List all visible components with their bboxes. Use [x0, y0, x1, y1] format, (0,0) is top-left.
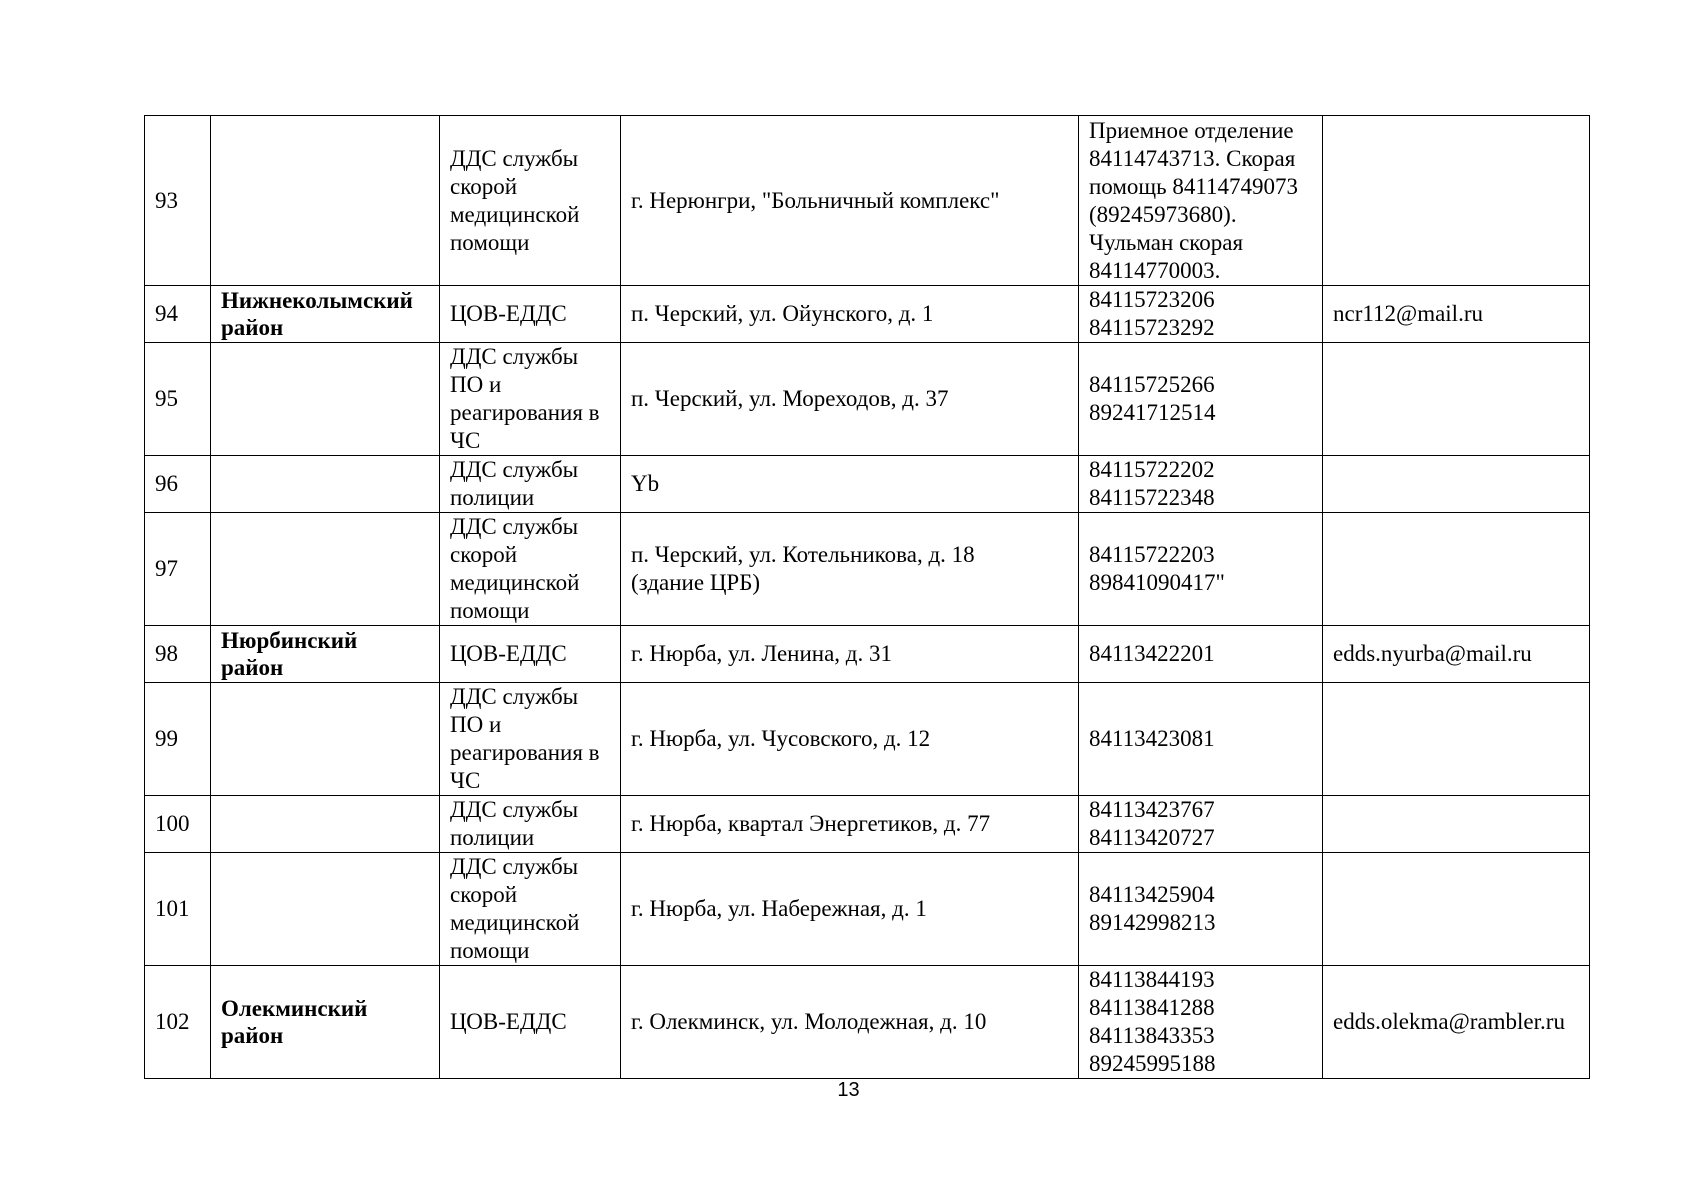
- phone-line: (89245973680).: [1089, 201, 1237, 227]
- phone-line: 84115723292: [1089, 315, 1215, 340]
- district-cell: [211, 683, 440, 796]
- phone-line: 84113841288: [1089, 995, 1215, 1020]
- row-number-cell: 98: [145, 626, 211, 683]
- phones-cell: [1079, 456, 1323, 513]
- address-cell: г. Нюрба, ул. Чусовского, д. 12: [621, 683, 1079, 796]
- address-cell: г. Нюрба, ул. Набережная, д. 1: [621, 853, 1079, 966]
- service-cell: ДДС службы скорой медицинской помощи: [440, 853, 621, 966]
- service-cell: ЦОВ-ЕДДС: [440, 966, 621, 1079]
- phone-line: 84115722202: [1089, 457, 1215, 482]
- email-cell: [1323, 683, 1590, 796]
- phone-line: 84114743713. Скорая: [1089, 145, 1296, 171]
- row-number-cell: 101: [145, 853, 211, 966]
- address-cell: п. Черский, ул. Котельникова, д. 18 (здание ЦРБ): [621, 513, 1079, 626]
- district-cell: [211, 513, 440, 626]
- table-row: [145, 626, 1590, 683]
- address-cell: г. Нюрба, квартал Энергетиков, д. 77: [621, 796, 1079, 853]
- row-number-cell: 94: [145, 286, 211, 343]
- email-cell: [1323, 456, 1590, 513]
- district-cell: Олекминский район: [211, 966, 440, 1079]
- service-cell: ДДС службы ПО и реагирования в ЧС: [440, 343, 621, 456]
- address-cell: г. Олекминск, ул. Молодежная, д. 10: [621, 966, 1079, 1079]
- row-number-cell: 102: [145, 966, 211, 1079]
- district-cell: Нюрбинский район: [211, 626, 440, 683]
- row-number-cell: 95: [145, 343, 211, 456]
- address-cell: г. Нюрба, ул. Ленина, д. 31: [621, 626, 1079, 683]
- email-cell: [1323, 796, 1590, 853]
- service-cell: ЦОВ-ЕДДС: [440, 286, 621, 343]
- email-cell: [1323, 513, 1590, 626]
- email-cell: ncr112@mail.ru: [1323, 286, 1590, 343]
- service-cell: ДДС службы полиции: [440, 456, 621, 513]
- phones-cell: [1079, 853, 1323, 966]
- district-cell: [211, 796, 440, 853]
- phone-line: Чульман скорая: [1089, 229, 1244, 255]
- services-table: [144, 115, 1590, 1079]
- table-row: [145, 286, 1590, 343]
- phone-line: 84113844193: [1089, 967, 1215, 992]
- phone-line: 84114770003.: [1089, 257, 1221, 283]
- phones-cell: [1079, 683, 1323, 796]
- phone-line: Приемное отделение: [1089, 117, 1294, 143]
- service-cell: ДДС службы скорой медицинской помощи: [440, 116, 621, 286]
- address-cell: п. Черский, ул. Ойунского, д. 1: [621, 286, 1079, 343]
- address-cell: п. Черский, ул. Мореходов, д. 37: [621, 343, 1079, 456]
- district-cell: [211, 116, 440, 286]
- phone-line: помощь 84114749073: [1089, 173, 1299, 199]
- phone-line: 84113422201: [1089, 641, 1215, 666]
- table-row: [145, 683, 1590, 796]
- phone-line: 84113425904: [1089, 882, 1215, 907]
- phone-line: 84115723206: [1089, 287, 1215, 312]
- row-number-cell: 99: [145, 683, 211, 796]
- table-row: [145, 513, 1590, 626]
- email-cell: edds.olekma@rambler.ru: [1323, 966, 1590, 1079]
- phone-line: 89241712514: [1089, 400, 1216, 425]
- phone-line: 84115722203: [1089, 542, 1215, 567]
- service-cell: ЦОВ-ЕДДС: [440, 626, 621, 683]
- phones-cell: [1079, 796, 1323, 853]
- email-cell: edds.nyurba@mail.ru: [1323, 626, 1590, 683]
- row-number-cell: 96: [145, 456, 211, 513]
- table-row: [145, 116, 1590, 286]
- phone-line: 84113423767: [1089, 797, 1215, 822]
- service-cell: ДДС службы скорой медицинской помощи: [440, 513, 621, 626]
- service-cell: ДДС службы полиции: [440, 796, 621, 853]
- phones-cell: [1079, 343, 1323, 456]
- phone-line: 89245995188: [1089, 1051, 1216, 1076]
- row-number-cell: 100: [145, 796, 211, 853]
- table-row: [145, 853, 1590, 966]
- district-cell: [211, 853, 440, 966]
- table-row: [145, 456, 1590, 513]
- address-cell: г. Нерюнгри, "Больничный комплекс": [621, 116, 1079, 286]
- service-cell: ДДС службы ПО и реагирования в ЧС: [440, 683, 621, 796]
- email-cell: [1323, 853, 1590, 966]
- table-row: [145, 966, 1590, 1079]
- district-cell: [211, 343, 440, 456]
- phone-line: 89841090417": [1089, 570, 1225, 595]
- phone-line: 84115722348: [1089, 485, 1215, 510]
- phones-cell: [1079, 116, 1323, 286]
- phones-cell: [1079, 626, 1323, 683]
- page-number: 13: [837, 1079, 860, 1101]
- email-cell: [1323, 116, 1590, 286]
- email-cell: [1323, 343, 1590, 456]
- phone-line: 84113420727: [1089, 825, 1215, 850]
- row-number-cell: 97: [145, 513, 211, 626]
- row-number-cell: 93: [145, 116, 211, 286]
- phone-line: 84113843353: [1089, 1023, 1215, 1048]
- phones-cell: [1079, 513, 1323, 626]
- phone-line: 89142998213: [1089, 910, 1216, 935]
- phone-line: 84113423081: [1089, 726, 1215, 751]
- phones-cell: [1079, 286, 1323, 343]
- address-cell: Yb: [621, 456, 1079, 513]
- district-cell: Нижнеколымский район: [211, 286, 440, 343]
- phone-line: 84115725266: [1089, 372, 1215, 397]
- table-row: [145, 796, 1590, 853]
- district-cell: [211, 456, 440, 513]
- table-body: [145, 116, 1590, 1079]
- phones-cell: [1079, 966, 1323, 1079]
- table-row: [145, 343, 1590, 456]
